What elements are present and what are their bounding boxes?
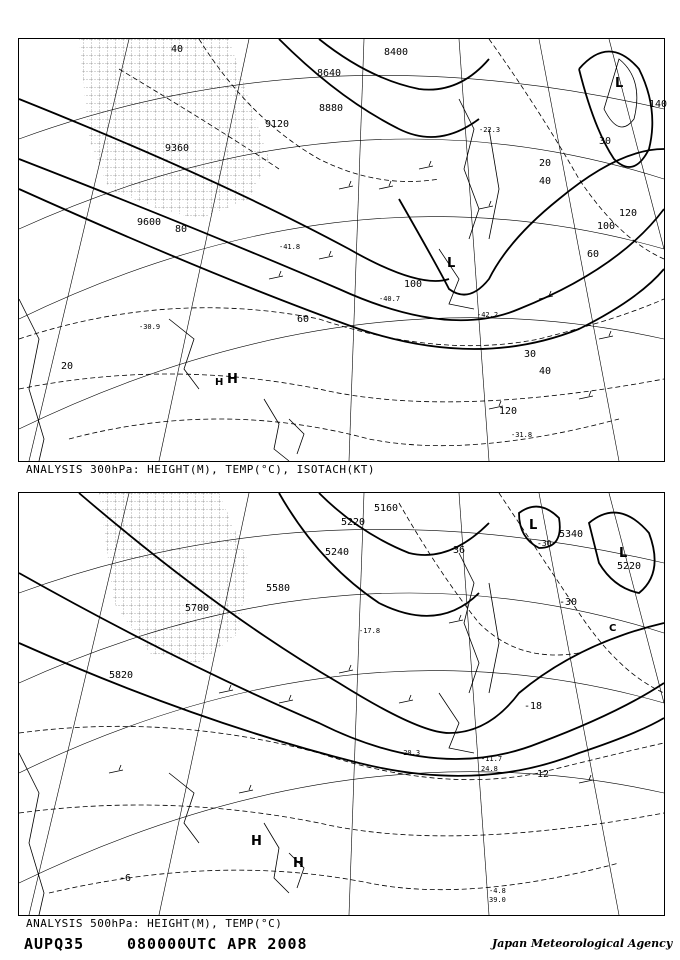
height-label-5160: 5160 (374, 503, 399, 514)
isotach-label: 100 (404, 279, 423, 290)
low-center: L (619, 546, 628, 561)
isotach-label: 30 (524, 349, 537, 360)
isotherm-label: -36 (447, 545, 466, 556)
temp-hatch-area (99, 493, 249, 663)
station-label: 39.0 (489, 896, 506, 904)
station-label: 24.8 (481, 765, 498, 773)
isotach-label: 80 (175, 224, 188, 235)
station-label: -11.7 (481, 755, 503, 763)
isotach-label: 40 (539, 366, 552, 377)
height-label-9120: 9120 (265, 119, 290, 130)
station-label: -17.8 (359, 627, 381, 635)
map-300hpa (19, 39, 668, 461)
caption-300hpa: ANALYSIS 300hPa: HEIGHT(M), TEMP(°C), ISOTACH(KT) (26, 463, 376, 476)
chart-300hpa (18, 38, 668, 462)
height-label-5820: 5820 (109, 670, 134, 681)
height-label-5240: 5240 (325, 547, 350, 558)
height-label-5220-low: 5220 (617, 561, 642, 572)
height-label-5220: 5220 (341, 517, 366, 528)
isotach-label: 60 (297, 314, 310, 325)
temp-label: -40.7 (379, 295, 401, 303)
agency-name: Japan Meteorological Agency (492, 937, 673, 950)
height-label-5700: 5700 (185, 603, 210, 614)
chart-500hpa (18, 492, 665, 916)
high-center: H (251, 834, 262, 849)
low-center: L (529, 518, 538, 533)
temp-label: -31.8 (511, 431, 533, 439)
height-label-8880: 8880 (319, 103, 344, 114)
isotach-label: 20 (61, 361, 74, 372)
height-label-5580: 5580 (266, 583, 291, 594)
valid-time: 080000UTC APR 2008 (127, 935, 308, 953)
isotach-label: 140 (649, 99, 668, 110)
isotherm-label: -6 (119, 873, 132, 884)
temp-label: -30.9 (139, 323, 161, 331)
height-label-9360: 9360 (165, 143, 190, 154)
isotach-label: 40 (171, 44, 184, 55)
isotach-label: 60 (587, 249, 600, 260)
height-label-8640: 8640 (317, 68, 342, 79)
low-center: L (615, 76, 624, 91)
isotach-label: 40 (539, 176, 552, 187)
isotherm-label: -30 (537, 539, 552, 548)
caption-500hpa: ANALYSIS 500hPa: HEIGHT(M), TEMP(°C) (26, 917, 283, 930)
isotach-label: 100 (597, 221, 616, 232)
temp-label: -22.3 (479, 126, 501, 134)
product-code: AUPQ35 (24, 935, 85, 953)
map-500hpa (19, 493, 664, 915)
high-center: H (215, 377, 224, 388)
isotach-label: 30 (599, 136, 612, 147)
isotach-label: 120 (619, 208, 638, 219)
isotherm-label: -30 (559, 597, 578, 608)
height-label-5340: 5340 (559, 529, 584, 540)
station-label: -20.3 (399, 749, 421, 757)
isotherm-label: -12 (531, 769, 550, 780)
isotherm-label: -18 (524, 701, 543, 712)
wind-barbs (269, 161, 616, 409)
cold-center: C (609, 623, 617, 634)
low-center: L (447, 256, 456, 271)
height-label-8400: 8400 (384, 47, 409, 58)
temp-label: -42.2 (477, 311, 499, 319)
isotach-label: 120 (499, 406, 518, 417)
station-label: -4.8 (489, 887, 506, 895)
temp-label: -41.8 (279, 243, 301, 251)
high-center: H (227, 372, 238, 387)
high-center: H (293, 856, 304, 871)
height-label-9600: 9600 (137, 217, 162, 228)
isotach-label: 20 (539, 158, 552, 169)
